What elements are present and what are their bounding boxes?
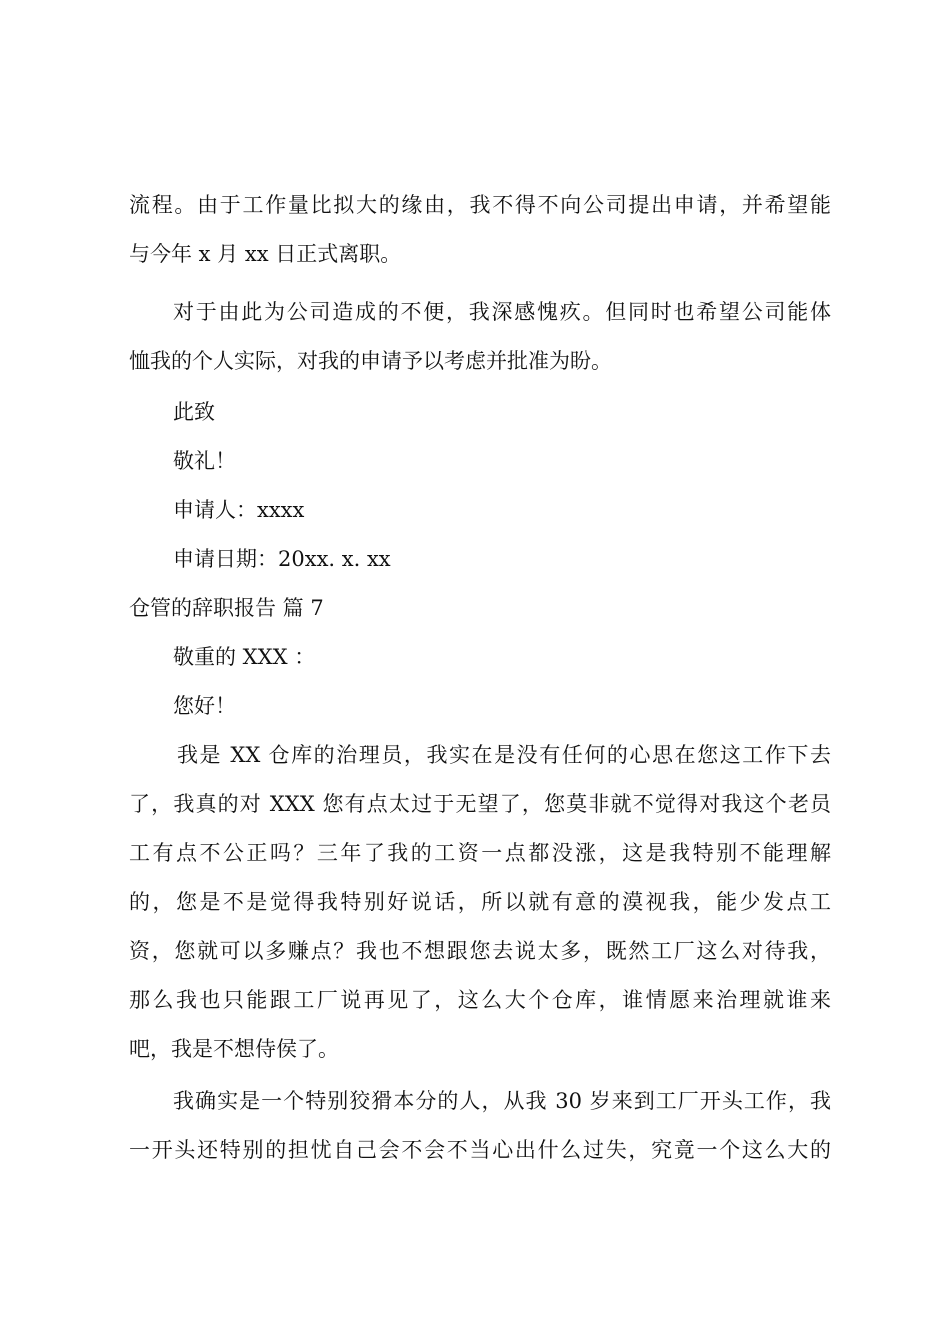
paragraph-line: 恤我的个人实际，对我的申请予以考虑并批准为盼。	[129, 349, 612, 373]
paragraph-line: 吧，我是不想侍侯了。	[129, 1037, 339, 1061]
document-page	[129, 181, 831, 1175]
closing-line: 敬礼！	[173, 449, 236, 473]
paragraph-line: 我确实是一个特别狡猾本分的人，从我 30 岁来到工厂开头工作，我	[173, 1089, 831, 1113]
paragraph-line: 我是 XX 仓库的治理员，我实在是没有任何的心思在您这工作下去	[177, 743, 831, 767]
closing-line: 此致	[173, 400, 215, 424]
applicant-line: 申请人：xxxx	[173, 498, 305, 522]
paragraph-line: 工有点不公正吗？三年了我的工资一点都没涨，这是我特别不能理解	[129, 841, 831, 865]
paragraph-line: 了，我真的对 XXX 您有点太过于无望了，您莫非就不觉得对我这个老员	[129, 792, 831, 816]
salutation-line: 敬重的 XXX ：	[173, 645, 316, 669]
paragraph-line: 资，您就可以多赚点？我也不想跟您去说太多，既然工厂这么对待我，	[129, 939, 831, 963]
apply-date-line: 申请日期：20xx. x. xx	[173, 547, 391, 571]
greeting-line: 您好！	[173, 694, 236, 718]
paragraph-line: 那么我也只能跟工厂说再见了，这么大个仓库，谁情愿来治理就谁来	[129, 988, 831, 1012]
paragraph-line: 一开头还特别的担忧自己会不会不当心出什么过失，究竟一个这么大的	[129, 1138, 831, 1162]
paragraph-line: 的，您是不是觉得我特别好说话，所以就有意的漠视我，能少发点工	[129, 890, 831, 914]
paragraph-line: 对于由此为公司造成的不便，我深感愧疚。但同时也希望公司能体	[173, 300, 831, 324]
section-title: 仓管的辞职报告 篇 7	[129, 596, 324, 620]
paragraph-line: 流程。由于工作量比拟大的缘由，我不得不向公司提出申请，并希望能	[129, 193, 831, 217]
paragraph-line: 与今年 x 月 xx 日正式离职。	[129, 242, 402, 266]
